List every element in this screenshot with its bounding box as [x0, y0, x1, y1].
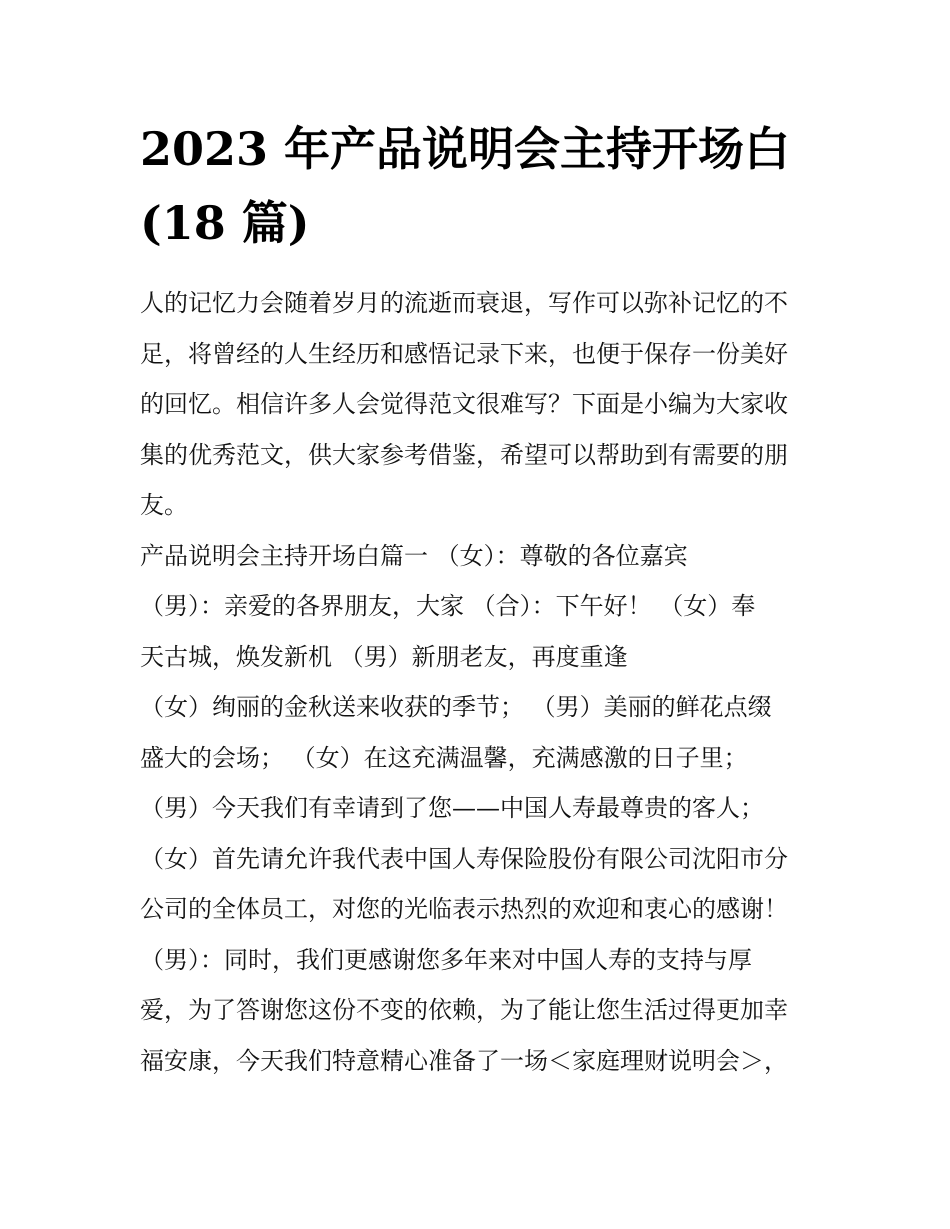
text-line: 爱，为了答谢您这份不变的依赖，为了能让您生活过得更加幸 — [140, 996, 788, 1024]
dialogue-paragraph — [140, 783, 820, 834]
text-line: 产品说明会主持开场白篇一 （女）：尊敬的各位嘉宾 — [140, 541, 688, 570]
text-line: （女）首先请允许我代表中国人寿保险股份有限公司沈阳市分 — [140, 844, 788, 873]
text-line: 盛大的会场； （女）在这充满温馨，充满感激的日子里； — [140, 743, 748, 772]
dialogue-paragraph — [140, 682, 820, 783]
text-line: 天古城，焕发新机 （男）新朋老友，再度重逢 — [140, 642, 628, 671]
section-heading-paragraph — [140, 531, 820, 582]
text-line: （男）：同时，我们更感谢您多年来对中国人寿的支持与厚 — [140, 945, 752, 974]
text-line: （男）今天我们有幸请到了您——中国人寿最尊贵的客人； — [140, 794, 764, 822]
title-line: (18 篇) — [140, 196, 310, 250]
text-line: 的回忆。相信许多人会觉得范文很难写？下面是小编为大家收 — [140, 390, 788, 418]
dialogue-paragraph — [140, 581, 820, 682]
text-line: （女）绚丽的金秋送来收获的季节； （男）美丽的鲜花点缀 — [140, 693, 772, 721]
document-title — [140, 112, 820, 260]
text-line: 公司的全体员工，对您的光临表示热烈的欢迎和衷心的感谢！ — [140, 895, 788, 923]
text-line: （男）：亲爱的各界朋友，大家 （合）：下午好！ （女）奉 — [140, 592, 756, 620]
text-line: 集的优秀范文，供大家参考借鉴，希望可以帮助到有需要的朋 — [140, 440, 788, 469]
text-line: 足，将曾经的人生经历和感悟记录下来，也便于保存一份美好 — [140, 339, 788, 368]
document-body — [140, 278, 820, 1086]
text-line: 福安康，今天我们特意精心准备了一场＜家庭理财说明会＞， — [140, 1046, 788, 1075]
intro-paragraph — [140, 278, 820, 531]
text-line: 友。 — [140, 491, 188, 519]
title-line: 2023 年产品说明会主持开场白 — [140, 122, 791, 176]
dialogue-paragraph — [140, 834, 820, 935]
dialogue-paragraph — [140, 935, 820, 1087]
text-line: 人的记忆力会随着岁月的流逝而衰退，写作可以弥补记忆的不 — [140, 289, 788, 317]
